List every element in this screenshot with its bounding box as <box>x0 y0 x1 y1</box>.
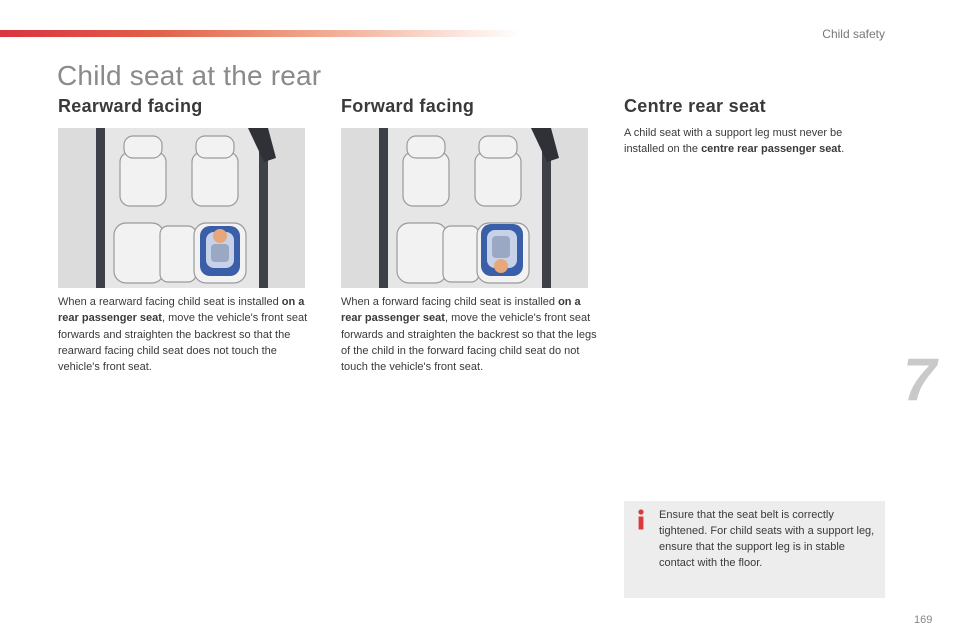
header-accent-bar <box>0 30 520 37</box>
page-number: 169 <box>914 614 933 626</box>
forward-facing-illustration <box>341 128 588 288</box>
centre-paragraph: A child seat with a support leg must never be installed on the centre rear passenger seat. <box>624 127 845 156</box>
page-title: Child seat at the rear <box>57 60 322 91</box>
car-top-view-forward <box>341 128 588 288</box>
rearward-heading: Rearward facing <box>58 96 203 116</box>
centre-heading: Centre rear seat <box>624 96 766 116</box>
info-icon <box>635 509 647 531</box>
rearward-facing-illustration <box>58 128 305 288</box>
car-top-view-rearward <box>58 128 305 288</box>
info-box <box>624 501 885 598</box>
info-text: Ensure that the seat belt is correctly tightened. For child seats with a support leg, ensure that the support leg is in stable contact with the floor. <box>659 509 875 569</box>
section-label: Child safety <box>822 27 885 41</box>
forward-paragraph: When a forward facing child seat is installed on a rear passenger seat, move the vehicle's front seat forwards and straighten the backrest so that the legs of the child in the forward facing child seat do not touch the vehicle's front seat. <box>341 296 597 374</box>
forward-heading: Forward facing <box>341 96 475 116</box>
chapter-number: 7 <box>903 346 937 413</box>
child-seat-rearward <box>200 226 240 276</box>
child-seat-forward <box>481 224 523 276</box>
rearward-paragraph: When a rearward facing child seat is installed on a rear passenger seat, move the vehicle's front seat forwards and straighten the backrest so that the rearward facing child seat does not touch the vehicle's front seat. <box>58 296 308 374</box>
